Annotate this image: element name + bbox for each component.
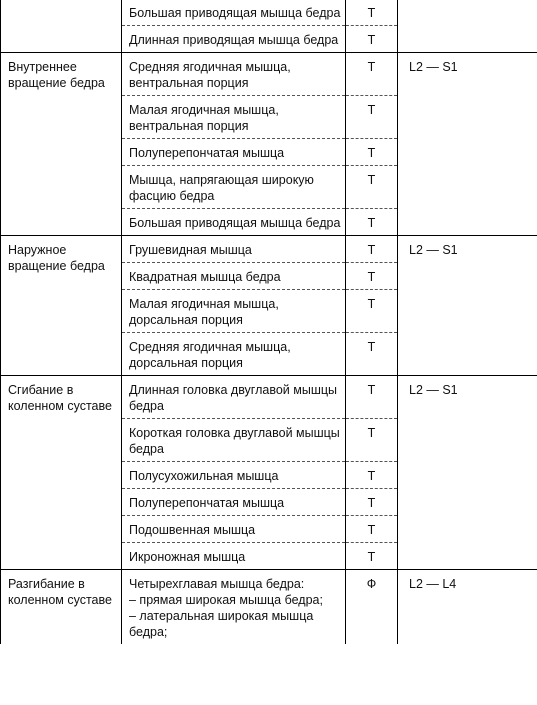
- muscle-cell: Икроножная мышца: [122, 543, 346, 570]
- movement-cell: Разгибание в коленном суставе: [1, 570, 122, 645]
- muscle-cell: Большая приводящая мышца бедра: [129, 6, 341, 20]
- muscle-type-cell: Т: [346, 290, 398, 333]
- muscle-cell: Короткая головка двуглавой мышцы бедра: [122, 419, 346, 462]
- segment-level-cell: L2 — L4: [398, 570, 537, 645]
- muscle-type-cell: Т: [346, 543, 398, 570]
- segment-level-cell: L2 — S1: [398, 236, 537, 376]
- movement-cell: Внутреннее вращение бедра: [1, 53, 122, 236]
- segment-level-cell: [398, 0, 537, 53]
- muscle-cell: Полуперепончатая мышца: [122, 139, 346, 166]
- muscle-cell: Четырехглавая мышца бедра: – прямая широкая мышца бедра; – латеральная широкая мышца бедра;: [122, 570, 346, 645]
- muscle-type-cell: Т: [346, 263, 398, 290]
- muscle-type-cell: Т: [346, 166, 398, 209]
- muscle-cell: Средняя ягодичная мышца, дорсальная порция: [122, 333, 346, 376]
- table-row: [1, 53, 537, 96]
- muscle-type-cell: Ф: [346, 570, 398, 645]
- muscle-type-cell: Т: [346, 139, 398, 166]
- segment-level-cell: L2 — S1: [398, 53, 537, 236]
- muscle-cell: Малая ягодичная мышца, дорсальная порция: [122, 290, 346, 333]
- table-row: [1, 376, 537, 419]
- table-row: [1, 236, 537, 263]
- muscle-cell: Подошвенная мышца: [122, 516, 346, 543]
- muscle-type-cell: Т: [346, 53, 398, 96]
- muscle-type-cell: Т: [346, 462, 398, 489]
- muscle-cell: Длинная головка двуглавой мышцы бедра: [122, 376, 346, 419]
- segment-level-cell: L2 — S1: [398, 376, 537, 570]
- muscle-type-cell: Т: [346, 26, 398, 53]
- muscle-cell: Квадратная мышца бедра: [122, 263, 346, 290]
- muscle-type-cell: Т: [346, 376, 398, 419]
- muscle-cell: Мышца, напрягающая широкую фасцию бедра: [122, 166, 346, 209]
- table-row: [1, 570, 537, 645]
- muscle-cell: Полуперепончатая мышца: [122, 489, 346, 516]
- muscle-type-cell: Т: [346, 236, 398, 263]
- muscle-type-cell: Т: [346, 489, 398, 516]
- muscle-type-cell: Т: [346, 516, 398, 543]
- muscle-type-cell: Т: [346, 96, 398, 139]
- muscle-type-cell: Т: [346, 209, 398, 236]
- muscle-cell: Средняя ягодичная мышца, вентральная порция: [122, 53, 346, 96]
- table-row: [1, 0, 537, 26]
- muscle-cell: Большая приводящая мышца бедра: [122, 209, 346, 236]
- muscle-cell: Малая ягодичная мышца, вентральная порция: [122, 96, 346, 139]
- muscle-cell: Грушевидная мышца: [122, 236, 346, 263]
- movement-cell: Сгибание в коленном суставе: [1, 376, 122, 570]
- table-body: [1, 0, 537, 644]
- muscle-type-cell: Т: [346, 0, 398, 26]
- muscle-type-cell: Т: [346, 333, 398, 376]
- movement-cell: [1, 0, 122, 53]
- muscle-cell: Длинная приводящая мышца бедра: [122, 26, 346, 53]
- movement-cell: Наружное вращение бедра: [1, 236, 122, 376]
- muscle-cell: Полусухожильная мышца: [122, 462, 346, 489]
- muscle-type-cell: Т: [346, 419, 398, 462]
